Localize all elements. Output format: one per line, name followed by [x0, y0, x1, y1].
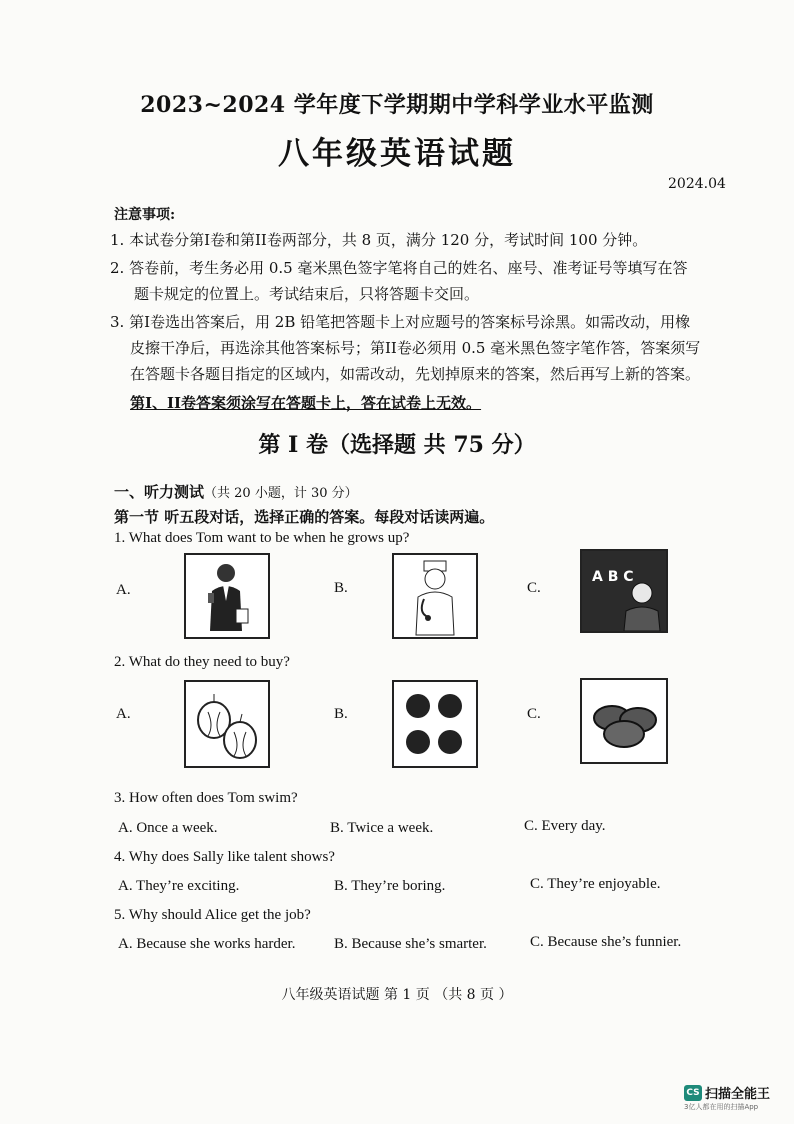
question-5: 5. Why should Alice get the job?	[114, 907, 311, 923]
note-line-3: 题卡规定的位置上。考试结束后，只将答题卡交回。	[134, 285, 480, 303]
q5-option-a: A. Because she works harder.	[118, 936, 296, 952]
part-title: 第 I 卷（选择题 共 75 分）	[258, 432, 536, 458]
grapes-image	[392, 680, 478, 768]
question-3: 3. How often does Tom swim?	[114, 790, 298, 806]
scanner-tagline: 3亿人都在用的扫描App	[684, 1103, 759, 1111]
note-line-1: 1. 本试卷分第I卷和第II卷两部分，共 8 页，满分 120 分，考试时间 100 分钟。	[110, 231, 648, 249]
q2-option-c: C.	[527, 706, 541, 722]
note-line-5: 皮擦干净后，再选涂其他答案标号；第II卷必须用 0.5 毫米黑色签字笔作答，答案须写	[130, 339, 701, 357]
question-4: 4. Why does Sally like talent shows?	[114, 849, 335, 865]
note-line-4: 3. 第I卷选出答案后，用 2B 铅笔把答题卡上对应题号的答案标号涂黑。如需改动，用橡	[110, 313, 691, 331]
scanner-watermark	[684, 1082, 771, 1111]
note-line-6: 在答题卡各题目指定的区域内，如需改动，先划掉原来的答案，然后再写上新的答案。	[130, 365, 701, 383]
q4-option-a: A. They’re exciting.	[118, 878, 240, 894]
q3-option-b: B. Twice a week.	[330, 820, 434, 836]
notes-warning: 第I、II卷答案须涂写在答题卡上，答在试卷上无效。	[130, 394, 482, 412]
doctor-image	[392, 553, 478, 639]
q2-option-b: B.	[334, 706, 348, 722]
potatoes-image	[580, 678, 668, 764]
q4-option-b: B. They’re boring.	[334, 878, 446, 894]
q3-option-c: C. Every day.	[524, 818, 606, 834]
blackboard-text: A B C	[592, 569, 634, 585]
exam-title-line2: 八年级英语试题	[278, 136, 516, 172]
exam-title-line1: 2023~2024 学年度下学期期中学科学业水平监测	[140, 92, 654, 118]
onions-image	[184, 680, 270, 768]
question-1: 1. What does Tom want to be when he grows up?	[114, 530, 410, 546]
q2-option-a: A.	[116, 706, 131, 722]
note-line-2: 2. 答卷前，考生务必用 0.5 毫米黑色签字笔将自己的姓名、座号、准考证号等填写在答	[110, 259, 688, 277]
q3-option-a: A. Once a week.	[118, 820, 218, 836]
section-title	[114, 481, 358, 502]
cs-logo-icon: CS	[684, 1085, 702, 1101]
q5-option-c: C. Because she’s funnier.	[530, 934, 682, 950]
scanner-brand: 扫描全能王	[705, 1087, 771, 1102]
teacher-image	[580, 549, 668, 633]
subsection-title: 第一节 听五段对话，选择正确的答案。每段对话读两遍。	[114, 508, 495, 526]
question-2: 2. What do they need to buy?	[114, 654, 290, 670]
q1-option-b: B.	[334, 580, 348, 596]
notes-heading: 注意事项:	[114, 207, 176, 223]
exam-date: 2024.04	[668, 176, 726, 192]
reporter-image	[184, 553, 270, 639]
section-title-text: 一、听力测试	[114, 483, 205, 501]
q1-option-c: C.	[527, 580, 541, 596]
section-subtitle: （共 20 小题，计 30 分）	[204, 486, 358, 501]
page-footer: 八年级英语试题 第 1 页 （共 8 页 ）	[281, 987, 513, 1003]
q5-option-b: B. Because she’s smarter.	[334, 936, 487, 952]
q4-option-c: C. They’re enjoyable.	[530, 876, 661, 892]
q1-option-a: A.	[116, 582, 131, 598]
